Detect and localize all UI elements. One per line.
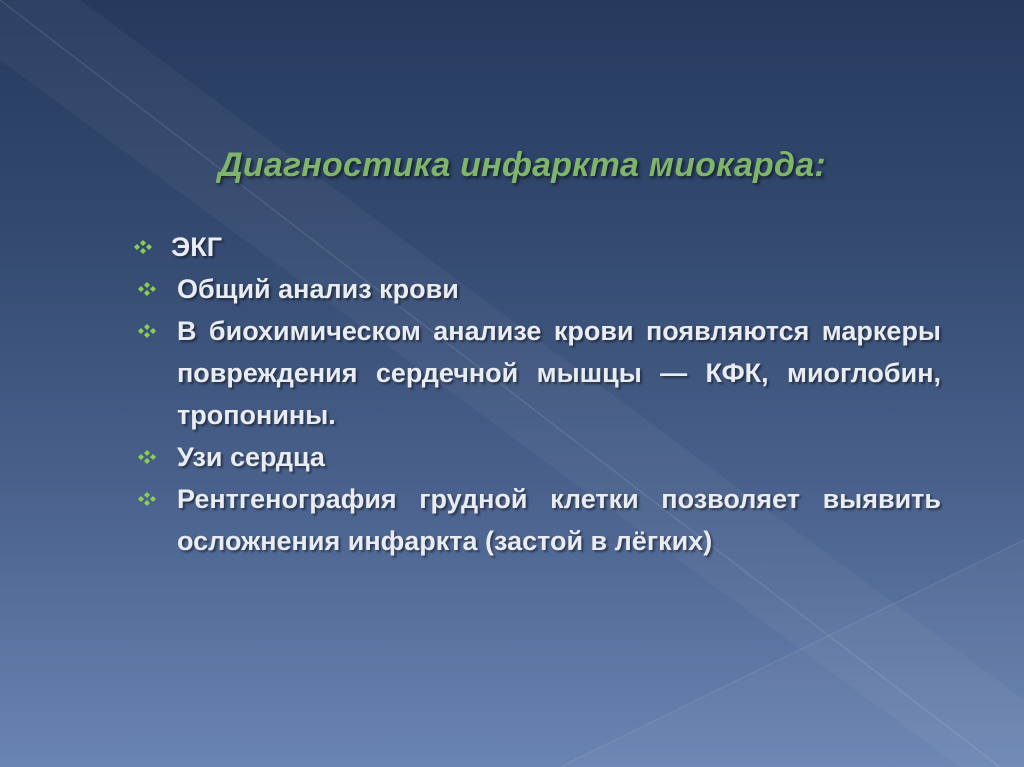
list-item — [131, 226, 941, 268]
diamond-cluster-icon — [135, 281, 159, 297]
diamond-cluster-icon — [135, 323, 159, 339]
diamond-cluster-icon — [135, 449, 159, 465]
list-item — [135, 310, 941, 436]
list-item-text: ЭКГ — [171, 232, 222, 262]
bullet-list — [135, 226, 941, 562]
slide-title: Диагностика инфаркта миокарда: — [218, 146, 826, 184]
list-item — [135, 478, 941, 562]
list-item-text: Общий анализ крови — [177, 274, 459, 304]
list-item-text: Узи сердца — [177, 442, 325, 472]
diamond-cluster-icon — [135, 491, 159, 507]
list-item-text: В биохимическом анализе крови появляются маркеры повреждения сердечной мышцы — КФК, миоглобин, тропонины. — [177, 316, 941, 430]
list-item-text: Рентгенография грудной клетки позволяет выявить осложнения инфаркта (застой в лёгких) — [177, 484, 941, 556]
list-item — [135, 436, 941, 478]
diamond-cluster-icon — [131, 239, 155, 255]
list-item — [135, 268, 941, 310]
